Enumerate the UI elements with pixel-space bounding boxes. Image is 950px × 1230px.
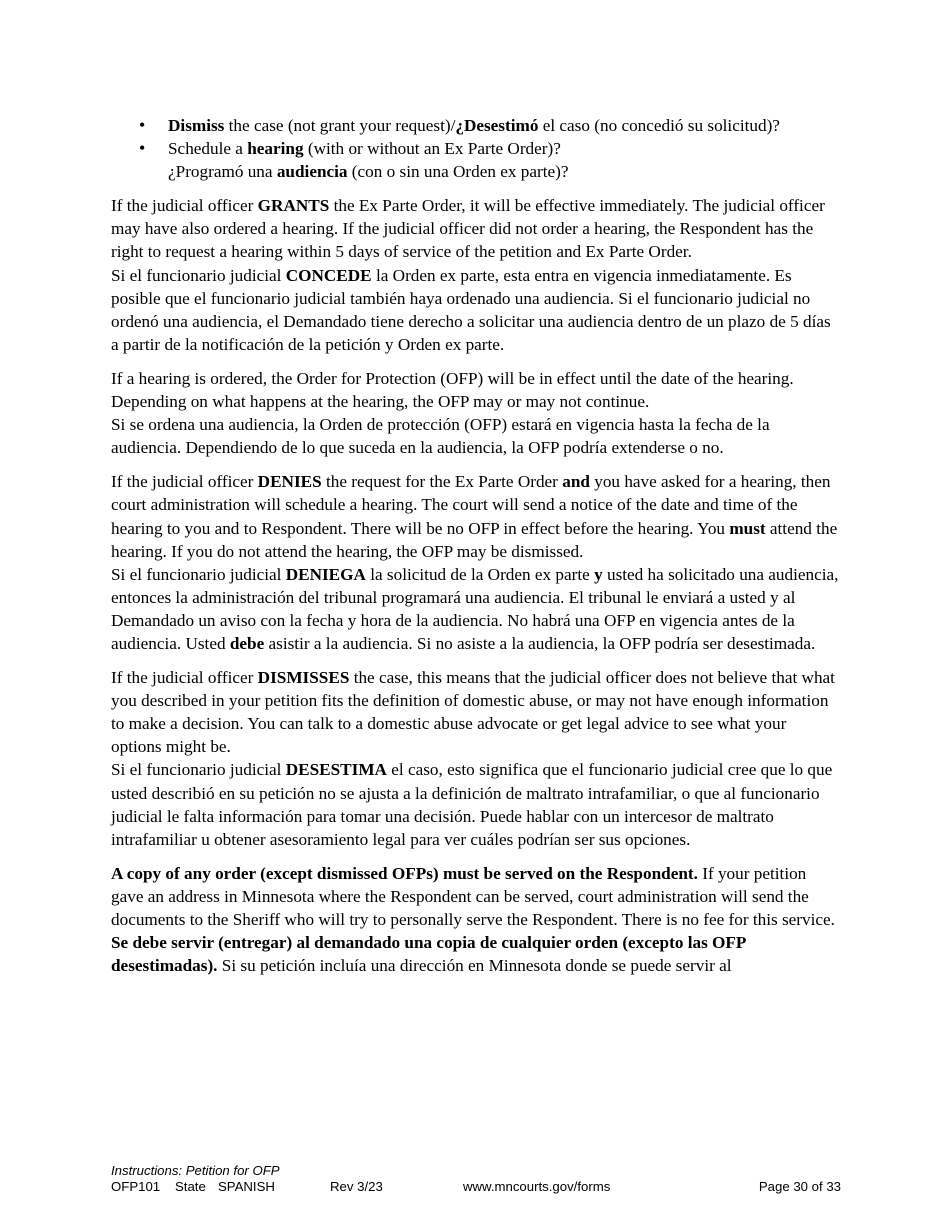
dismisses-section — [111, 666, 841, 851]
bold-text: Dismiss — [168, 116, 225, 135]
footer-info-row — [111, 1179, 841, 1195]
body-text: el caso (no concedió su solicitud)? — [538, 116, 780, 135]
bold-text: and — [562, 472, 590, 492]
body-text: If the judicial officer — [111, 668, 258, 688]
service-spanish — [111, 931, 841, 977]
service-english — [111, 862, 841, 931]
body-text: Si el funcionario judicial — [111, 760, 286, 780]
bold-text: DENIES — [257, 472, 322, 492]
grants-section — [111, 194, 841, 356]
body-text: (con o sin una Orden ex parte)? — [347, 162, 569, 182]
bold-text: DISMISSES — [257, 668, 350, 688]
hearing-spanish: Si se ordena una audiencia, la Orden de protección (OFP) estará en vigencia hasta la fecha de la audiencia. Dependiendo de lo que suceda en la audiencia, la OFP podría extenderse o no. — [111, 415, 770, 458]
bold-text: audiencia — [276, 162, 348, 182]
revision-date: Rev 3/23 — [330, 1179, 383, 1194]
body-text: If the judicial officer — [111, 196, 258, 216]
body-text: the case, this means that the judicial officer does not believe that what you described in your petition fits the definition of domestic abuse, or may not have enough information to make a decision. You can talk to a domestic abuse advocate or get legal advice to see what your options might be. — [111, 668, 835, 757]
denies-spanish — [111, 563, 841, 655]
dismisses-english — [111, 666, 841, 758]
page-body — [111, 114, 841, 988]
body-text: Schedule a — [168, 139, 248, 159]
body-text: (with or without an Ex Parte Order)? — [303, 139, 561, 159]
body-text: If the judicial officer — [111, 472, 258, 492]
body-text: Si su petición incluía una dirección en Minnesota donde se puede servir al — [217, 956, 732, 976]
bold-text: must — [729, 518, 766, 538]
hearing-english: If a hearing is ordered, the Order for Protection (OFP) will be in effect until the date of the hearing. Depending on what happens at the hearing, the OFP may or may not continue. — [111, 368, 794, 412]
denies-english — [111, 470, 841, 562]
body-text: ¿Programó una — [168, 162, 277, 182]
body-text: the request for the Ex Parte Order — [321, 472, 563, 492]
body-text: Si el funcionario judicial — [111, 564, 286, 584]
body-text: asistir a la audiencia. Si no asiste a la audiencia, la OFP podría ser desestimada. — [264, 633, 816, 653]
dismisses-spanish — [111, 758, 841, 850]
body-text: the case (not grant your request)/ — [224, 116, 456, 135]
footer-state: State — [175, 1179, 206, 1194]
bold-text: GRANTS — [257, 196, 330, 216]
list-item-english — [168, 137, 841, 160]
bold-text: hearing — [247, 139, 304, 159]
grants-english — [111, 194, 841, 263]
body-text: the Ex Parte Order, it will be effective immediately. The judicial officer may have also ordered a hearing. If the judicial officer did not order a hearing, the Respondent has the right to request a hearing within 5 days of service of the petition and Ex Parte Order. — [111, 196, 825, 262]
form-id: OFP101 — [111, 1179, 161, 1194]
bold-text: debe — [229, 633, 265, 653]
hearing-section — [111, 367, 841, 459]
body-text: la Orden ex parte, esta entra en vigencia inmediatamente. Es posible que el funcionario judicial también haya ordenado una audiencia. Si el funcionario judicial no ordenó una audiencia, el Demandado tiene derecho a solicitar una audiencia dentro de un plazo de 5 días a partir de la notificación de la petición y Orden ex parte. — [111, 265, 831, 354]
bold-text: y — [594, 564, 603, 584]
body-text: you have asked for a hearing, then court administration will schedule a hearing. The court will send a notice of the date and time of the hearing to you and to Respondent. There will be no OFP in effect before the hearing. You — [111, 472, 831, 538]
footer-language: SPANISH — [218, 1179, 275, 1194]
grants-spanish — [111, 264, 841, 356]
bold-text: ¿Desestimó — [455, 116, 539, 135]
body-text: Si el funcionario judicial — [111, 265, 286, 285]
list-item — [111, 137, 841, 183]
footer-title: Instructions: Petition for OFP — [111, 1163, 280, 1178]
forms-url: www.mncourts.gov/forms — [463, 1179, 611, 1194]
body-text: el caso, esto significa que el funcionario judicial cree que lo que usted describió en su petición no se ajusta a la definición de maltrato intrafamiliar, o que al funcionario judicial le falta información para tomar una decisión. Puede hablar con un intercesor de maltrato intrafamiliar u obtener asesoramiento legal para ver cuáles podrían ser sus opciones. — [111, 760, 833, 849]
bold-text: CONCEDE — [285, 265, 372, 285]
list-item — [111, 114, 841, 137]
bold-text: A copy of any order (except dismissed OFPs) must be served on the Respondent. — [111, 863, 698, 883]
page-number: Page 30 of 33 — [758, 1179, 841, 1194]
list-item-spanish — [168, 160, 841, 183]
denies-section — [111, 470, 841, 655]
bold-text: DESESTIMA — [285, 760, 387, 780]
page-footer — [111, 1163, 841, 1195]
body-text: attend the hearing. If you do not attend the hearing, the OFP may be dismissed. — [111, 518, 838, 561]
bold-text: Se debe servir (entregar) al demandado una copia de cualquier orden (excepto las OFP desestimadas). — [111, 933, 746, 976]
outcome-list — [111, 114, 841, 183]
service-section — [111, 862, 841, 977]
body-text: usted ha solicitado una audiencia, entonces la administración del tribunal programará una audiencia. El tribunal le enviará a usted y al Demandado un aviso con la fecha y hora de la audiencia. No habrá una OFP en vigencia antes de la audiencia. Usted — [111, 564, 839, 653]
body-text: If your petition gave an address in Minnesota where the Respondent can be served, court administration will send the documents to the Sheriff who will try to personally serve the Respondent. There is no fee for this service. — [111, 863, 835, 929]
bold-text: DENIEGA — [285, 564, 366, 584]
body-text: la solicitud de la Orden ex parte — [365, 564, 595, 584]
